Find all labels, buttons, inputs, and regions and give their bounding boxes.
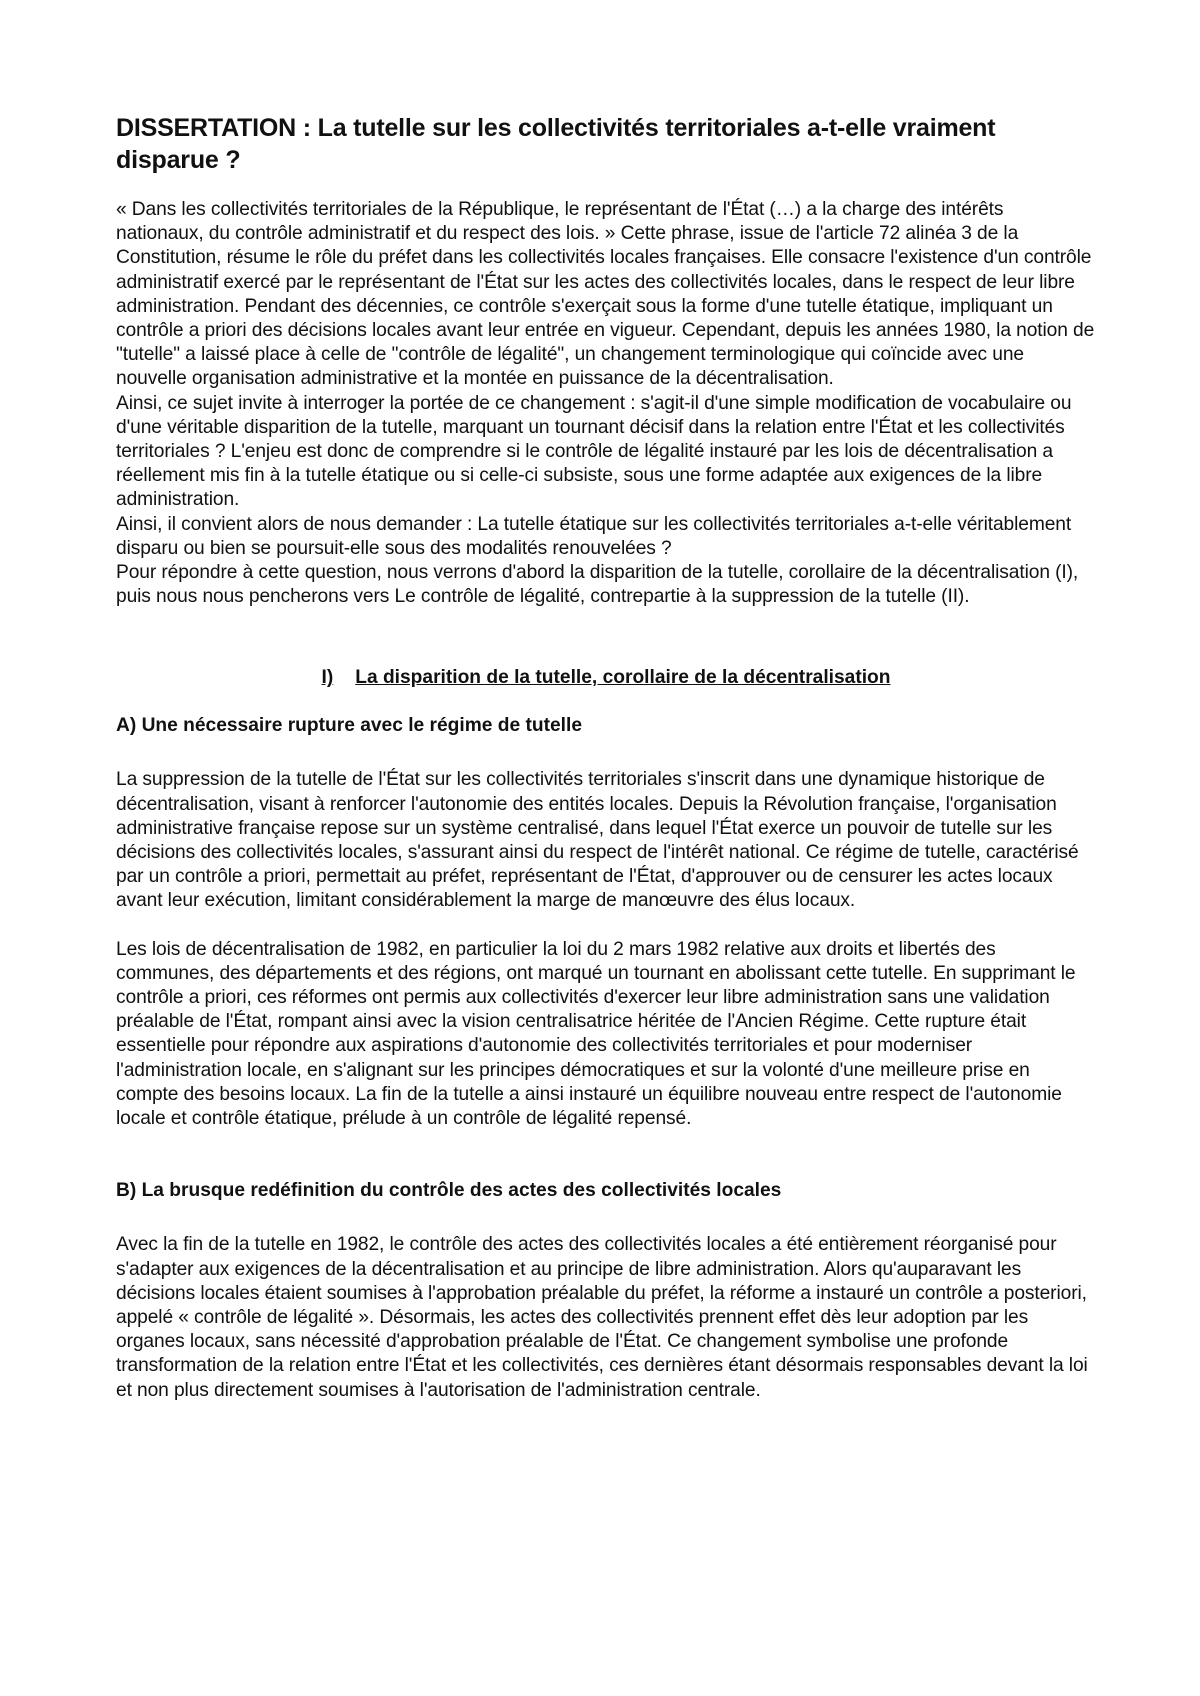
intro-paragraph: Ainsi, ce sujet invite à interroger la portée de ce changement : s'agit-il d'une simple modification de vocabulaire ou d'une véritable disparition de la tutelle, marquant un tournant décisif dans la relation entre l'État et les collectivités territoriales ? L'enjeu est donc de comprendre si le contrôle de légalité instauré par les lois de décentralisation a réellement mis fin à la tutelle étatique ou si celle-ci subsiste, sous une forme adaptée aux exigences de la libre administration. [116,392,1072,511]
section-a-paragraph: Les lois de décentralisation de 1982, en particulier la loi du 2 mars 1982 relative aux droits et libertés des communes, des départements et des régions, ont marqué un tournant en abolissant cette tutelle. En supprimant le contrôle a priori, ces réformes ont permis aux collectivités d'exercer leur libre administration sans une validation préalable de l'État, rompant ainsi avec la vision centralisatrice héritée de l'Ancien Régime. Cette rupture était essentielle pour répondre aux aspirations d'autonomie des collectivités territoriales et pour moderniser l'administration locale, en s'alignant sur les principes démocratiques et sur la volonté d'une meilleure prise en compte des besoins locaux. La fin de la tutelle a ainsi instauré un équilibre nouveau entre respect de l'autonomie locale et contrôle étatique, prélude à un contrôle de légalité repensé. [116,938,1076,1130]
intro-paragraph: Pour répondre à cette question, nous verrons d'abord la disparition de la tutelle, corollaire de la décentralisation (I), puis nous nous pencherons vers Le contrôle de légalité, contrepartie à la suppression de la tutelle (II). [116,562,1079,608]
section-a-heading: A) Une nécessaire rupture avec le régime de tutelle [116,715,583,737]
intro-paragraph: « Dans les collectivités territoriales de la République, le représentant de l'État (…) a la charge des intérêts nationaux, du contrôle administratif et du respect des lois. » Cette phrase, issue de l'article 72 alinéa 3 de la Constitution, résume le rôle du préfet dans les collectivités locales françaises. Elle consacre l'existence d'un contrôle administratif exercé par le représentant de l'État sur les actes des collectivités locales, dans le respect de leur libre administration. Pendant des décennies, ce contrôle s'exerçait sous la forme d'une tutelle étatique, impliquant un contrôle a priori des décisions locales avant leur entrée en vigueur. Cependant, depuis les années 1980, la notion de "tutelle" a laissé place à celle de "contrôle de légalité", un changement terminologique qui coïncide avec une nouvelle organisation administrative et la montée en puissance de la décentralisation. [116,199,1095,390]
document-content [116,112,1096,1403]
part-one-title: La disparition de la tutelle, corollaire de la décentralisation [355,667,891,689]
part-one-number: I) [321,667,334,689]
part-one-heading [116,666,1096,690]
introduction [116,198,1096,609]
section-b-paragraph: Avec la fin de la tutelle en 1982, le contrôle des actes des collectivités locales a été entièrement réorganisé pour s'adapter aux exigences de la décentralisation et au principe de libre administration. Alors qu'auparavant les décisions locales étaient soumises à l'approbation préalable du préfet, la réforme a instauré un contrôle a posteriori, appelé « contrôle de légalité ». Désormais, les actes des collectivités prennent effet dès leur adoption par les organes locaux, sans nécessité d'approbation préalable de l'État. Ce changement symbolise une profonde transformation de la relation entre l'État et les collectivités, ces dernières étant désormais responsables devant la loi et non plus directement soumises à l'autorisation de l'administration centrale. [116,1234,1088,1401]
intro-paragraph: Ainsi, il convient alors de nous demander : La tutelle étatique sur les collectivités territoriales a-t-elle véritablement disparu ou bien se poursuit-elle sous des modalités renouvelées ? [116,513,1072,559]
section-b-heading: B) La brusque redéfinition du contrôle des actes des collectivités locales [116,1180,782,1202]
section-a-paragraph: La suppression de la tutelle de l'État sur les collectivités territoriales s'inscrit dans une dynamique historique de décentralisation, visant à renforcer l'autonomie des entités locales. Depuis la Révolution française, l'organisation administrative française repose sur un système centralisé, dans lequel l'État exerce un pouvoir de tutelle sur les décisions des collectivités locales, s'assurant ainsi du respect de l'intérêt national. Ce régime de tutelle, caractérisé par un contrôle a priori, permettait au préfet, représentant de l'État, d'approuver ou de censurer les actes locaux avant leur exécution, limitant considérablement la marge de manœuvre des élus locaux. [116,769,1079,912]
document-title: DISSERTATION : La tutelle sur les collectivités territoriales a-t-elle vraiment disparue ? [116,114,996,174]
